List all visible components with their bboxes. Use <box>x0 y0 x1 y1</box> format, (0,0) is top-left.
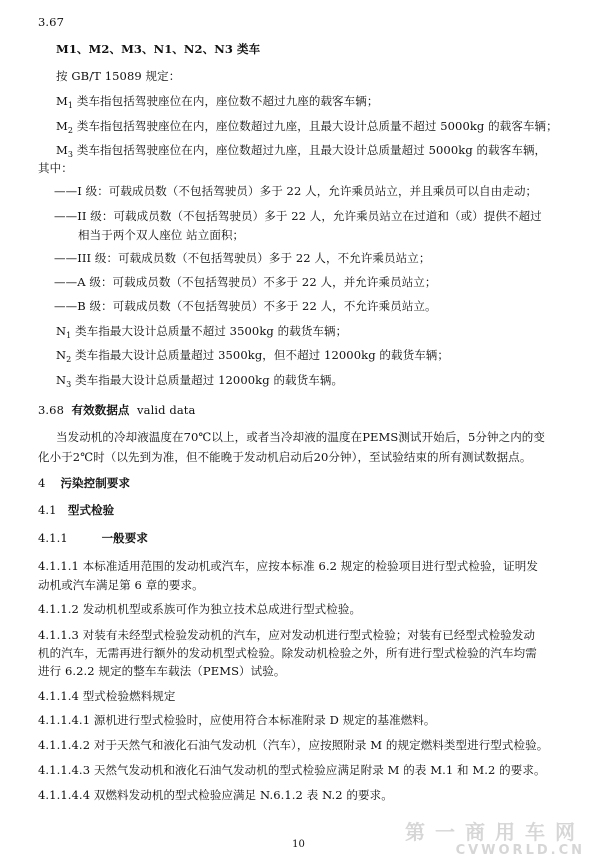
section-heading: 4.1.1 一般要求 <box>38 531 148 545</box>
watermark-text-cn: 第一商用车网 <box>405 820 585 844</box>
section-heading: 4.1 型式检验 <box>38 503 115 517</box>
section-heading: 4 污染控制要求 <box>38 476 131 490</box>
paragraph-line: 化小于2℃时（以先到为准，但不能晚于发动机启动后20分钟），至试验结束的所有测试数据点。 <box>38 450 532 464</box>
clause-line: 进行 6.2.2 规定的整车车载法（PEMS）试验。 <box>38 664 286 678</box>
list-item: ——I 级：可载成员数（不包括驾驶员）多于 22 人，允许乘员站立，并且乘员可以自由走动； <box>54 184 538 198</box>
clause-line: 4.1.1.4.1 源机进行型式检验时，应使用符合本标准附录 D 规定的基准燃料。 <box>38 713 436 727</box>
list-item: ——A 级：可载成员数（不包括驾驶员）不多于 22 人，并允许乘员站立； <box>54 275 437 289</box>
clause-line: 动机或汽车满足第 6 章的要求。 <box>38 578 204 592</box>
paragraph-line: $M_2$ 类车指包括驾驶座位在内，座位数超过九座，且最大设计总质量不超过 5000kg 的载客车辆； <box>56 119 558 135</box>
clause-line: 4.1.1.1 本标准适用范围的发动机或汽车，应按本标准 6.2 规定的检验项目进行型式检验，证明发 <box>38 559 538 573</box>
paragraph-line: 其中： <box>38 161 73 175</box>
clause-line: 4.1.1.4.2 对于天然气和液化石油气发动机（汽车），应按照附录 M 的规定燃料类型进行型式检验。 <box>38 738 549 752</box>
paragraph-line: $N_3$ 类车指最大设计总质量超过 12000kg 的载货车辆。 <box>56 373 344 389</box>
paragraph-line: 按 GB/T 15089 规定： <box>56 69 181 83</box>
clause-line: 4.1.1.3 对装有未经型式检验发动机的汽车，应对发动机进行型式检验；对装有已经型式检验发动 <box>38 628 536 642</box>
paragraph-line: $M_1$ 类车指包括驾驶座位在内，座位数不超过九座的载客车辆； <box>56 94 379 110</box>
page-number: 10 <box>292 839 305 850</box>
watermark-text-en: CVWORLD.CN <box>455 843 585 858</box>
list-item: ——B 级：可载成员数（不包括驾驶员）不多于 22 人，不允许乘员站立。 <box>54 299 437 313</box>
paragraph-line: $N_2$ 类车指最大设计总质量超过 3500kg，但不超过 12000kg 的载货车辆； <box>56 348 450 364</box>
paragraph-line: $N_1$ 类车指最大设计总质量不超过 3500kg 的载货车辆； <box>56 324 348 340</box>
section-heading: 3.68 有效数据点 valid data <box>38 403 196 417</box>
clause-line: 机的汽车，无需再进行额外的发动机型式检验。除发动机检验之外，所有进行型式检验的汽车均需 <box>38 646 537 660</box>
paragraph-line: 当发动机的冷却液温度在70℃以上，或者当冷却液的温度在PEMS测试开始后，5分钟之内的变 <box>56 430 545 444</box>
watermark-logo <box>405 816 585 858</box>
clause-line: 4.1.1.4.4 双燃料发动机的型式检验应满足 N.6.1.2 表 N.2 的要求。 <box>38 788 393 802</box>
clause-line: 4.1.1.2 发动机机型或系族可作为独立技术总成进行型式检验。 <box>38 602 362 616</box>
paragraph-line: $M_3$ 类车指包括驾驶座位在内，座位数超过九座，且最大设计总质量超过 5000kg 的载客车辆， <box>56 143 547 159</box>
subsection-heading: M1、M2、M3、N1、N2、N3 类车 <box>56 42 261 56</box>
clause-line: 4.1.1.4 型式检验燃料规定 <box>38 689 176 703</box>
clause-line: 4.1.1.4.3 天然气发动机和液化石油气发动机的型式检验应满足附录 M 的表 M.1 和 M.2 的要求。 <box>38 763 546 777</box>
list-item: ——II 级：可载成员数（不包括驾驶员）多于 22 人，允许乘员站立在过道和（或）提供不超过 <box>54 209 542 223</box>
section-number: 3.67 <box>38 15 65 29</box>
list-item: ——III 级：可载成员数（不包括驾驶员）多于 22 人，不允许乘员站立； <box>54 251 431 265</box>
list-item-continuation: 相当于两个双人座位 站立面积； <box>78 228 245 242</box>
